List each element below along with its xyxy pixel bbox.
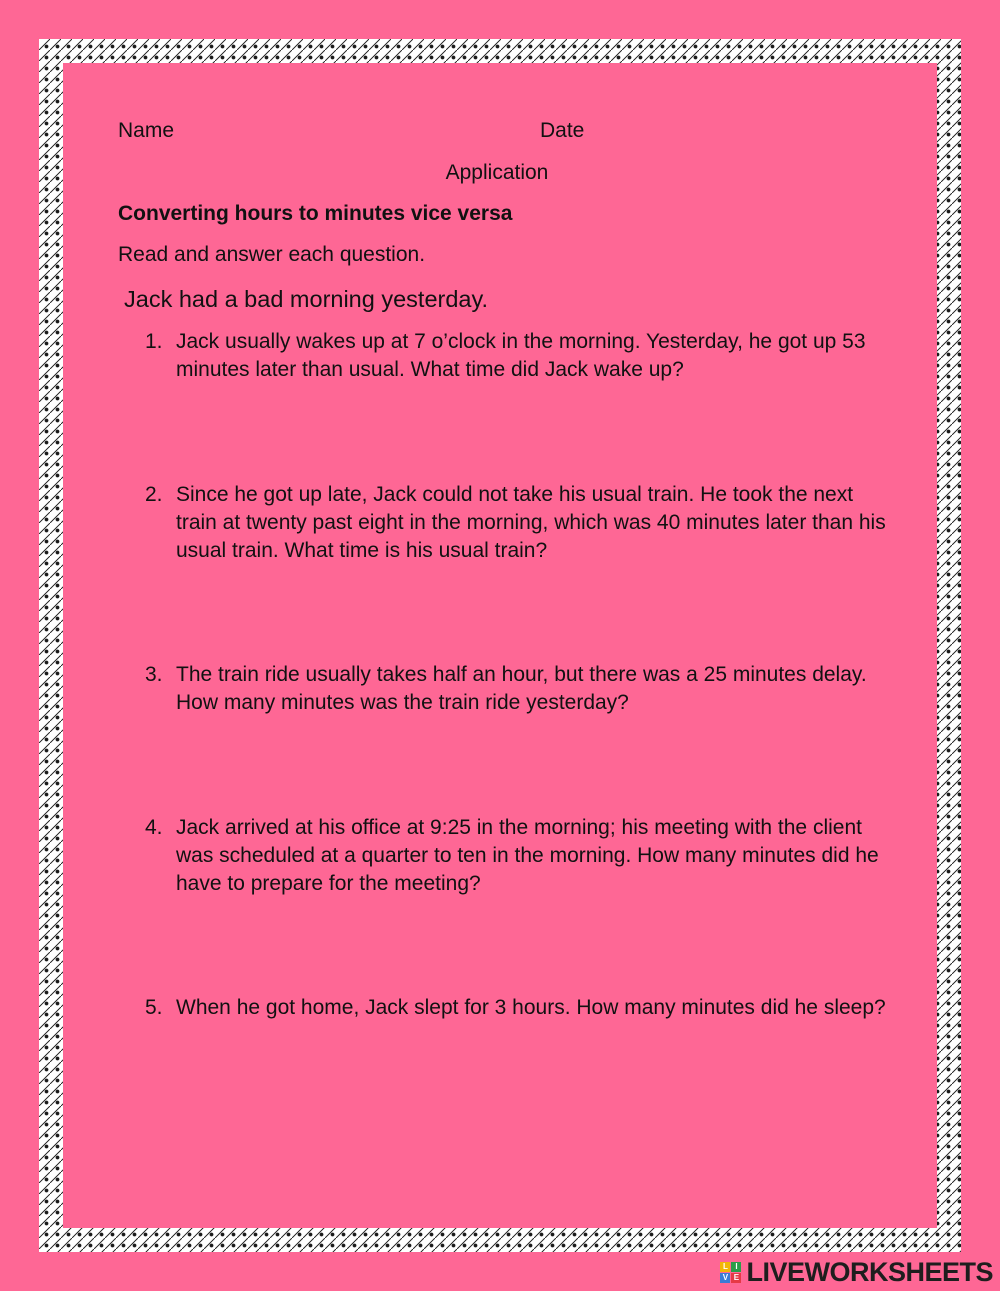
liveworksheets-logo-icon (720, 1262, 741, 1283)
question-number: 3. (145, 663, 163, 686)
logo-letter: I (731, 1262, 741, 1272)
question-number: 5. (145, 996, 163, 1019)
application-label: Application (445, 161, 549, 184)
question-text: Since he got up late, Jack could not take his usual train. He took the next train at twenty past eight in the morning, which was 40 minutes later than his usual train. What time is his usual train? (176, 483, 886, 562)
date-label: Date (540, 119, 585, 142)
question-number: 1. (145, 330, 163, 353)
brand-text: LIVEWORKSHEETS (746, 1256, 993, 1287)
worksheet-title: Converting hours to minutes vice versa (118, 202, 513, 225)
name-label: Name (118, 119, 175, 142)
logo-letter: L (720, 1262, 730, 1272)
worksheet-panel (63, 63, 937, 1228)
question-text: When he got home, Jack slept for 3 hours. How many minutes did he sleep? (176, 996, 886, 1019)
question-number: 2. (145, 483, 163, 506)
question-number: 4. (145, 816, 163, 839)
question-text: Jack arrived at his office at 9:25 in the morning; his meeting with the client was scheduled at a quarter to ten in the morning. How many minutes did he have to prepare for the meeting? (176, 816, 879, 895)
logo-letter: V (720, 1273, 730, 1283)
logo-letter: E (731, 1273, 741, 1283)
instructions: Read and answer each question. (118, 243, 426, 266)
liveworksheets-brand[interactable] (720, 1257, 993, 1287)
question-text: Jack usually wakes up at 7 o’clock in the morning. Yesterday, he got up 53 minutes later than usual. What time did Jack wake up? (176, 330, 866, 381)
story-intro: Jack had a bad morning yesterday. (124, 286, 489, 312)
question-text: The train ride usually takes half an hour, but there was a 25 minutes delay. How many minutes was the train ride yesterday? (176, 663, 867, 714)
